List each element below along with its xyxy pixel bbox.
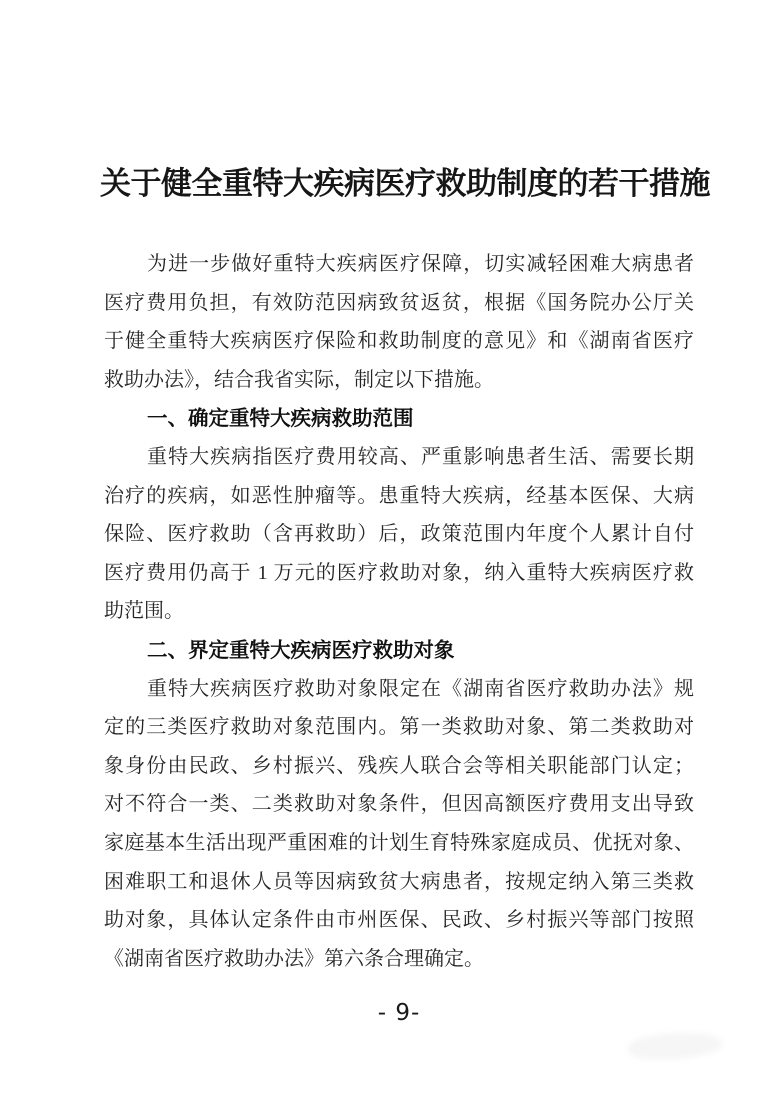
body-line: 助对象，具体认定条件由市州医保、民政、乡村振兴等部门按照 <box>104 909 694 932</box>
body-line: 家庭基本生活出现严重困难的计划生育特殊家庭成员、优抚对象、 <box>104 831 694 854</box>
body-line: 治疗的疾病，如恶性肿瘤等。患重特大疾病，经基本医保、大病 <box>104 484 694 507</box>
body-line: 象身份由民政、乡村振兴、残疾人联合会等相关职能部门认定； <box>104 754 694 777</box>
body-line: 为进一步做好重特大疾病医疗保障，切实减轻困难大病患者 <box>147 253 694 275</box>
body-line: 医疗费用负担，有效防范因病致贫返贫，根据《国务院办公厅关 <box>104 291 694 314</box>
section-heading-2: 二、界定重特大疾病医疗救助对象 <box>147 637 455 662</box>
scan-smudge <box>627 1030 724 1063</box>
body-line: 定的三类医疗救助对象范围内。第一类救助对象、第二类救助对 <box>104 716 694 739</box>
body-line: 助范围。 <box>104 600 184 623</box>
body-line: 困难职工和退休人员等因病致贫大病患者，按规定纳入第三类救 <box>104 870 694 893</box>
body-line: 重特大疾病医疗救助对象限定在《湖南省医疗救助办法》规 <box>147 677 694 700</box>
page-number: - 9- <box>377 1000 421 1026</box>
page-title: 关于健全重特大疾病医疗救助制度的若干措施 <box>100 166 710 202</box>
body-line: 医疗费用仍高于 1 万元的医疗救助对象，纳入重特大疾病医疗救 <box>104 561 694 584</box>
body-line: 对不符合一类、二类救助对象条件，但因高额医疗费用支出导致 <box>104 793 694 816</box>
body-line: 救助办法》，结合我省实际，制定以下措施。 <box>104 368 494 391</box>
body-line: 保险、医疗救助（含再救助）后，政策范围内年度个人累计自付 <box>104 523 694 546</box>
document-body <box>104 245 694 978</box>
body-line: 《湖南省医疗救助办法》第六条合理确定。 <box>104 947 484 970</box>
body-line: 于健全重特大疾病医疗保险和救助制度的意见》和《湖南省医疗 <box>104 330 694 353</box>
body-line: 重特大疾病指医疗费用较高、严重影响患者生活、需要长期 <box>147 445 694 468</box>
section-heading-1: 一、确定重特大疾病救助范围 <box>147 406 414 431</box>
